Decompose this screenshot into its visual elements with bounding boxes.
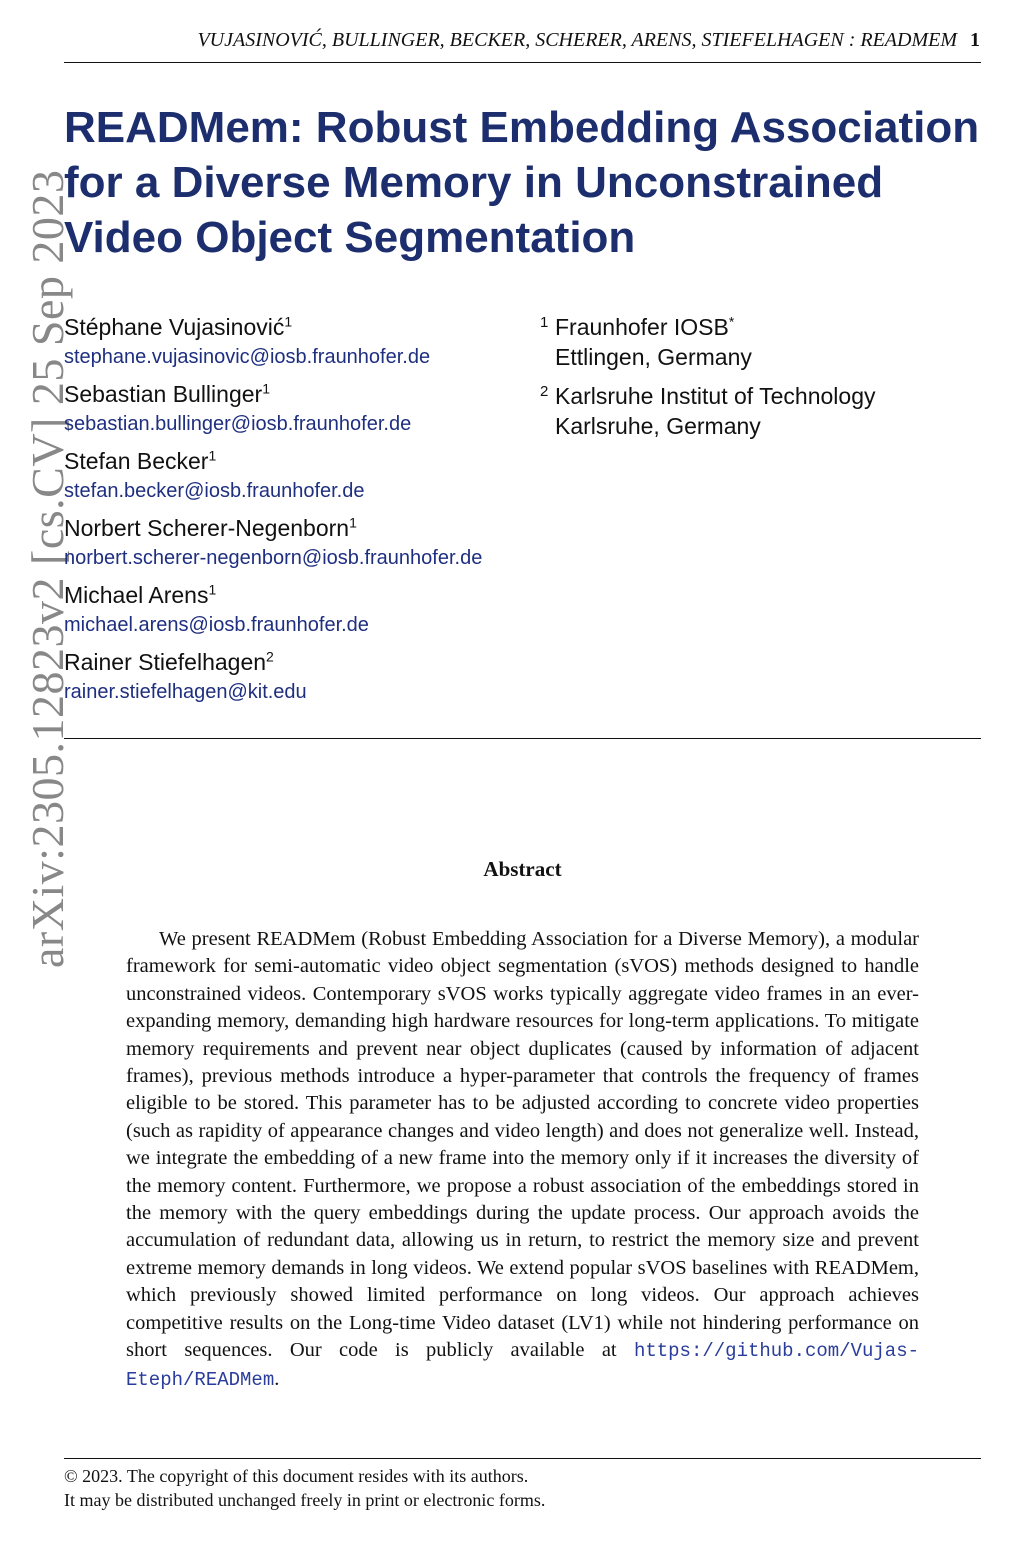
running-header — [64, 28, 980, 52]
author-affiliation-mark: 2 — [266, 648, 274, 665]
author-affiliation-mark: 1 — [284, 313, 293, 330]
author-email-link[interactable]: sebastian.bullinger@iosb.fraunhofer.de — [64, 413, 412, 435]
author — [64, 446, 534, 506]
author-affiliation-mark: 1 — [208, 447, 217, 464]
author-name: Norbert Scherer-Negenborn$^1$ — [64, 514, 357, 541]
copyright-line: © 2023. The copyright of this document resides with its authors. — [64, 1466, 529, 1486]
code-repository-link[interactable]: https://github.com/Vujas-Eteph/READMem — [126, 1340, 919, 1391]
author — [64, 580, 534, 640]
affiliation — [540, 312, 980, 372]
author-name: Stefan Becker$^1$ — [64, 447, 217, 474]
author-name: Stéphane Vujasinović$^1$ — [64, 313, 293, 340]
author-name: Michael Arens$^1$ — [64, 581, 217, 608]
author-email-link[interactable]: stephane.vujasinovic@iosb.fraunhofer.de — [64, 346, 431, 368]
author-affiliation-mark: 1 — [349, 514, 357, 531]
affiliation-name: Karlsruhe Institut of Technology — [555, 383, 876, 409]
author-email-link[interactable]: michael.arens@iosb.fraunhofer.de — [64, 614, 369, 636]
affiliation — [540, 381, 980, 441]
affiliation-mark: 1 — [540, 314, 549, 331]
affiliation-name: Fraunhofer IOSB* — [555, 313, 735, 340]
paper-title: READMem: Robust Embedding Association for a Diverse Memory in Unconstrained Video Object Segmentation — [64, 103, 980, 262]
affiliation-star: * — [728, 313, 735, 330]
author — [64, 312, 534, 372]
author-email-link[interactable]: rainer.stiefelhagen@kit.edu — [64, 681, 307, 703]
author — [64, 513, 534, 573]
author — [64, 647, 534, 707]
affiliation-mark: 2 — [540, 383, 549, 400]
author-affiliation-mark: 1 — [262, 380, 270, 397]
license-line: It may be distributed unchanged freely in print or electronic forms. — [64, 1490, 546, 1510]
footer-rule — [64, 1458, 981, 1459]
copyright-footer — [64, 1464, 981, 1512]
running-title: VUJASINOVIĆ, BULLINGER, BECKER, SCHERER, ARENS, STIEFELHAGEN : READMEM — [197, 29, 957, 51]
author-name: Sebastian Bullinger$^1$ — [64, 380, 270, 407]
arxiv-stamp: arXiv:2305.12823v2 [cs.CV] 25 Sep 2023 — [22, 169, 73, 968]
abstract-heading: Abstract — [483, 857, 562, 881]
author-affiliation-mark: 1 — [208, 581, 217, 598]
page-number: 1 — [970, 29, 980, 51]
affiliation-location: Karlsruhe, Germany — [555, 413, 761, 439]
author-email-link[interactable]: norbert.scherer-negenborn@iosb.fraunhofer.de — [64, 547, 483, 569]
author-section-rule — [64, 738, 981, 739]
affiliation-list — [540, 312, 980, 450]
author — [64, 379, 534, 439]
abstract-text: We present READMem (Robust Embedding Association for a Diverse Memory), a modular framework for semi-automatic video object segmentation (sVOS) methods designed to handle unconstrained videos. Contemporary sVOS works typically aggregate video frames in an ever-expanding memory, demanding high hardware resources for long-term applications. To mitigate memory requirements and prevent near object duplicates (caused by information of adjacent frames), previous methods introduce a hyper-parameter that controls the frequency of frames eligible to be stored. This parameter has to be adjusted according to concrete video properties (such as rapidity of appearance changes and video length) and does not generalize well. Instead, we integrate the embedding of a new frame into the memory only if it increases the diversity of the memory content. Furthermore, we propose a robust association of the embeddings stored in the memory with the query embeddings during the update process. Our approach avoids the accumulation of redundant data, allowing us in return, to restrict the memory size and prevent extreme memory demands in long videos. We extend popular sVOS baselines with READMem, which previously showed limited performance on long videos. Our approach achieves competitive results on the Long-time Video dataset (LV1) while not hindering performance on short sequences. Our code is publicly available at https://github.com/Vujas-Eteph/READMem. — [126, 928, 919, 1391]
affiliation-location: Ettlingen, Germany — [555, 344, 752, 370]
author-email-link[interactable]: stefan.becker@iosb.fraunhofer.de — [64, 480, 365, 502]
author-name: Rainer Stiefelhagen$^2$ — [64, 648, 274, 675]
header-rule — [64, 62, 981, 63]
author-list — [64, 312, 534, 714]
